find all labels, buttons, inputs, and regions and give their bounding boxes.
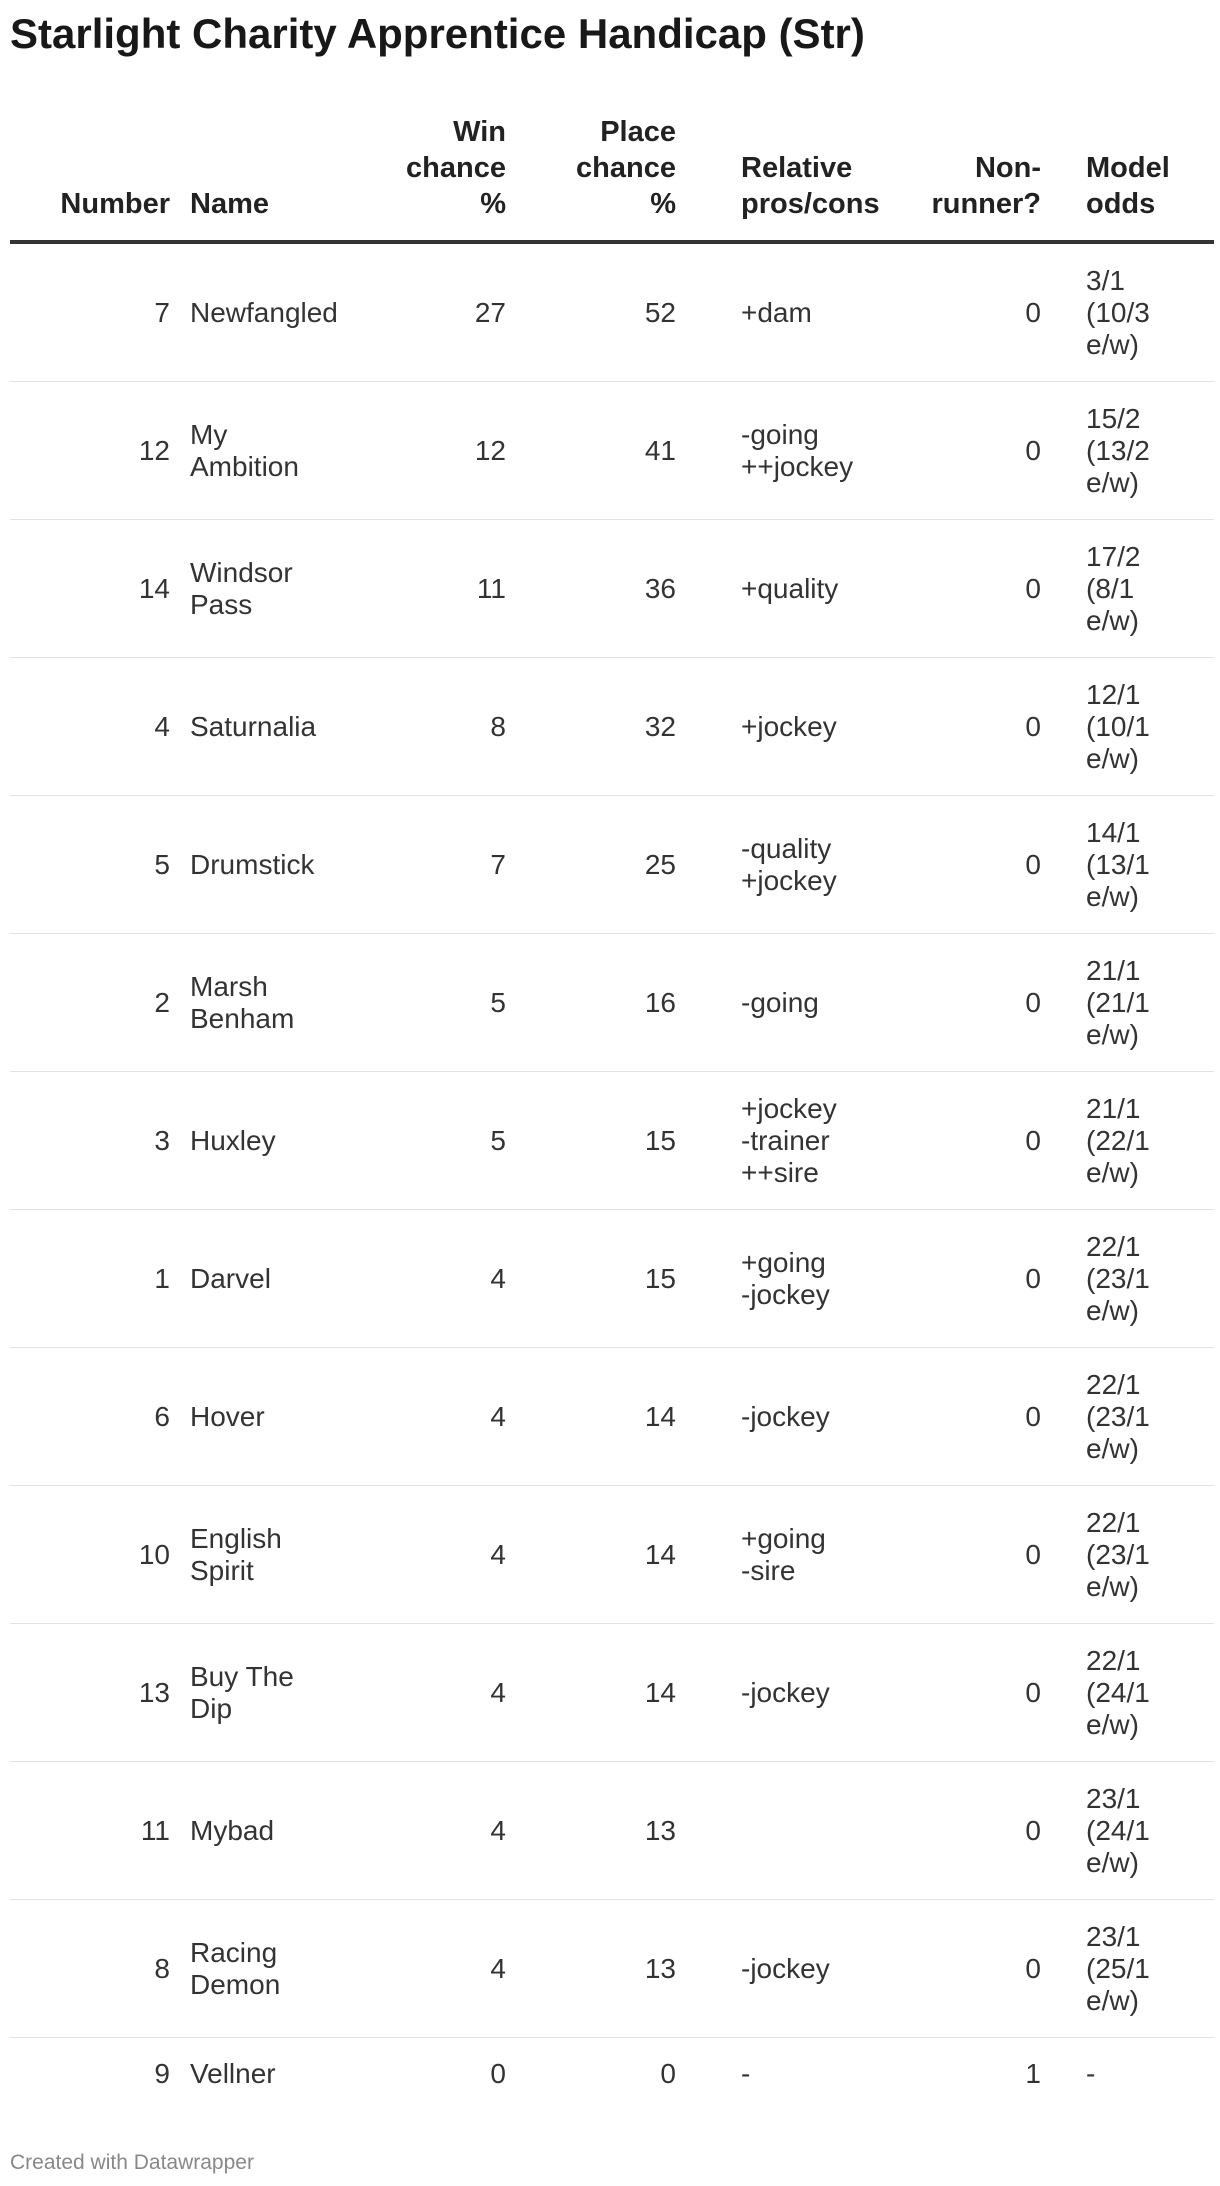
cell-model-odds [1051,1486,1214,1624]
cell-model-odds-line: 22/1 [1086,1230,1141,1262]
cell-number: 6 [10,1348,180,1486]
cell-model-odds-line: 22/1 [1086,1644,1141,1676]
cell-name [180,1348,336,1486]
cell-model-odds-line: (24/1 [1086,1814,1150,1846]
cell-name [180,1210,336,1348]
cell-model-odds-line: 12/1 [1086,678,1141,710]
cell-name-line: Huxley [190,1124,276,1156]
cell-number: 13 [10,1624,180,1762]
cell-non-runner: 0 [886,1624,1051,1762]
cell-non-runner: 0 [886,658,1051,796]
cell-place-chance: 52 [516,242,686,382]
cell-place-chance: 41 [516,382,686,520]
cell-model-odds-line: e/w) [1086,1018,1139,1050]
cell-non-runner: 0 [886,1900,1051,2038]
header-line: odds [1086,188,1156,220]
cell-relative [686,1486,886,1624]
cell-model-odds-line: 21/1 [1086,954,1141,986]
table-row [10,520,1214,658]
cell-place-chance: 0 [660,2058,676,2089]
cell-name-line: Buy The Dip [190,1660,294,1724]
cell-win-chance: 5 [336,1072,516,1210]
cell-name-line: Drumstick [190,848,315,880]
cell-relative [686,520,886,658]
cell-name-line: Racing [190,1936,278,1968]
cell-relative-line: +jockey [741,710,837,742]
cell-model-odds-line: (23/1 [1086,1262,1150,1294]
cell-relative-line: +jockey [741,864,837,896]
table-body [10,242,1214,2110]
header-line: Number [60,188,170,220]
cell-win-chance: 4 [336,1762,516,1900]
cell-model-odds [1051,658,1214,796]
table-row [10,1210,1214,1348]
cell-win-chance: 4 [336,1348,516,1486]
cell-relative [686,796,886,934]
cell-model-odds-line: (22/1 [1086,1124,1150,1156]
cell-name-line: Windsor [190,556,293,588]
cell-name-line: Newfangled [190,296,338,328]
cell-model-odds-line: e/w) [1086,1570,1139,1602]
cell-relative [686,658,886,796]
cell-relative-line: -jockey [741,1400,830,1432]
table-row [10,1486,1214,1624]
cell-relative-line: -jockey [741,1676,830,1708]
cell-relative-line: -trainer [741,1124,830,1156]
cell-model-odds [1051,796,1214,934]
cell-name-line: Demon [190,1968,281,2000]
cell-relative-line: -jockey [741,1952,830,1984]
header-line: % [650,188,676,220]
cell-model-odds [1051,520,1214,658]
cell-name [180,1624,336,1762]
cell-non-runner: 0 [886,1072,1051,1210]
cell-model-odds-line: 15/2 [1086,402,1141,434]
cell-model-odds-line: e/w) [1086,742,1139,774]
cell-model-odds-line: e/w) [1086,604,1139,636]
cell-model-odds-line: e/w) [1086,1846,1139,1878]
cell-name-line: Spirit [190,1554,254,1586]
cell-number: 7 [10,242,180,382]
cell-win-chance: 12 [336,382,516,520]
cell-number: 8 [10,1900,180,2038]
cell-relative [686,934,886,1072]
cell-relative [686,1210,886,1348]
cell-name-line: English [190,1522,282,1554]
cell-win-chance: 4 [336,1624,516,1762]
cell-model-odds-line: e/w) [1086,1156,1139,1188]
cell-model-odds-line: (13/1 [1086,848,1150,880]
cell-number: 1 [10,1210,180,1348]
table-row [10,1762,1214,1900]
cell-model-odds-line: e/w) [1086,328,1139,360]
cell-name-line: Marsh [190,970,268,1002]
header-line: pros/cons [741,188,880,220]
cell-name [180,520,336,658]
cell-non-runner: 1 [1025,2058,1041,2089]
cell-place-chance: 13 [516,1900,686,2038]
header-win-chance[interactable] [336,114,516,242]
header-row [10,114,1214,242]
cell-relative [686,242,886,382]
cell-model-odds-line: (23/1 [1086,1400,1150,1432]
cell-model-odds [1051,1762,1214,1900]
cell-relative [686,1624,886,1762]
table-row [10,658,1214,796]
cell-non-runner: 0 [886,382,1051,520]
cell-win-chance: 27 [336,242,516,382]
cell-name-line: Darvel [190,1262,271,1294]
cell-name-line: Saturnalia [190,710,317,742]
cell-relative-line: - [741,2058,751,2089]
header-line: Model [1086,152,1170,184]
header-model-odds[interactable] [1051,114,1214,242]
header-line: Place [600,116,676,148]
cell-model-odds [1051,1210,1214,1348]
cell-relative-line: -going [741,986,819,1018]
cell-number: 14 [10,520,180,658]
header-number[interactable] [10,114,180,242]
cell-model-odds-line: (24/1 [1086,1676,1150,1708]
cell-model-odds [1051,242,1214,382]
cell-relative-line: +dam [741,296,812,328]
cell-name [180,242,336,382]
cell-place-chance: 15 [516,1072,686,1210]
cell-relative-line: ++sire [741,1156,819,1188]
cell-model-odds-line: 22/1 [1086,1368,1141,1400]
header-non-runner[interactable] [886,114,1051,242]
cell-name [180,1762,336,1900]
cell-name-line: Mybad [190,1814,275,1846]
cell-number: 4 [10,658,180,796]
chart-title: Starlight Charity Apprentice Handicap (Str) [10,10,865,57]
table-row [10,1072,1214,1210]
header-line: runner? [931,188,1041,220]
header-line: chance [576,152,676,184]
cell-name [180,934,336,1072]
table-row [10,796,1214,934]
footer-credit[interactable]: Created with Datawrapper [10,2151,254,2174]
header-place-chance[interactable] [516,114,686,242]
cell-non-runner: 0 [886,934,1051,1072]
cell-name-line: Hover [190,1400,265,1432]
header-line: chance [406,152,506,184]
cell-model-odds-line: e/w) [1086,1432,1139,1464]
cell-win-chance: 4 [336,1210,516,1348]
cell-place-chance: 14 [516,1624,686,1762]
cell-win-chance: 7 [336,796,516,934]
cell-win-chance: 4 [336,1900,516,2038]
cell-name [180,1486,336,1624]
cell-name [180,658,336,796]
table-row [10,2038,1214,2111]
cell-name-line: Pass [190,588,253,620]
cell-model-odds-line: 21/1 [1086,1092,1141,1124]
cell-number: 10 [10,1486,180,1624]
cell-win-chance: 8 [336,658,516,796]
race-table [10,114,1214,2110]
cell-name-line: My [190,418,228,450]
table-row [10,1348,1214,1486]
cell-name-line: Benham [190,1002,295,1034]
cell-model-odds-line: 17/2 [1086,540,1141,572]
cell-place-chance: 13 [516,1762,686,1900]
cell-model-odds-line: 23/1 [1086,1920,1141,1952]
cell-number: 5 [10,796,180,934]
cell-model-odds-line: e/w) [1086,1984,1139,2016]
header-line: Relative [741,152,853,184]
cell-model-odds-line: (25/1 [1086,1952,1150,1984]
cell-relative [686,1762,886,1900]
cell-model-odds-line: 3/1 [1086,264,1125,296]
cell-relative-line: ++jockey [741,450,854,482]
cell-non-runner: 0 [886,520,1051,658]
header-line: Win [453,116,506,148]
cell-place-chance: 16 [516,934,686,1072]
header-line: Name [190,188,269,220]
cell-model-odds-line: e/w) [1086,466,1139,498]
cell-non-runner: 0 [886,796,1051,934]
cell-name [180,1900,336,2038]
cell-relative-line: -quality [741,832,832,864]
cell-name [180,1072,336,1210]
cell-name [180,382,336,520]
cell-win-chance: 4 [336,1486,516,1624]
cell-relative-line: -jockey [741,1278,830,1310]
cell-model-odds [1051,382,1214,520]
cell-model-odds-line: e/w) [1086,1294,1139,1326]
cell-place-chance: 15 [516,1210,686,1348]
cell-place-chance: 36 [516,520,686,658]
cell-number: 3 [10,1072,180,1210]
cell-model-odds-line: 23/1 [1086,1782,1141,1814]
cell-place-chance: 14 [516,1486,686,1624]
cell-non-runner: 0 [886,1762,1051,1900]
cell-non-runner: 0 [886,1348,1051,1486]
cell-relative-line: +quality [741,572,839,604]
cell-model-odds [1051,1348,1214,1486]
table-row [10,382,1214,520]
cell-name [180,796,336,934]
table-row [10,1900,1214,2038]
cell-model-odds-line: (13/2 [1086,434,1150,466]
cell-relative-line: -sire [741,1554,796,1586]
cell-name-line: Vellner [190,2058,276,2089]
header-name[interactable] [180,114,336,242]
table-row [10,1624,1214,1762]
cell-model-odds-line: (10/1 [1086,710,1150,742]
cell-model-odds [1051,2038,1214,2111]
cell-relative [686,1348,886,1486]
cell-place-chance: 25 [516,796,686,934]
cell-win-chance: 5 [336,934,516,1072]
cell-model-odds [1051,1900,1214,2038]
cell-non-runner: 0 [886,1210,1051,1348]
cell-relative-line: +jockey [741,1092,837,1124]
cell-place-chance: 14 [516,1348,686,1486]
cell-relative [686,1900,886,2038]
cell-name [180,2038,336,2111]
table-row [10,242,1214,382]
cell-non-runner: 0 [886,242,1051,382]
cell-relative [686,2038,886,2111]
header-relative-pros-cons[interactable] [686,114,886,242]
cell-number: 12 [10,382,180,520]
cell-relative [686,382,886,520]
cell-relative-line: +going [741,1246,826,1278]
cell-win-chance: 0 [490,2058,506,2089]
cell-model-odds-line: - [1086,2058,1096,2089]
cell-model-odds [1051,934,1214,1072]
cell-relative [686,1072,886,1210]
header-line: % [480,188,506,220]
header-line: Non- [974,152,1041,184]
cell-model-odds-line: (23/1 [1086,1538,1150,1570]
cell-model-odds [1051,1072,1214,1210]
cell-number: 11 [10,1762,180,1900]
cell-number: 2 [10,934,180,1072]
cell-relative-line: +going [741,1522,826,1554]
cell-relative-line: -going [741,418,819,450]
cell-non-runner: 0 [886,1486,1051,1624]
cell-model-odds-line: e/w) [1086,880,1139,912]
cell-model-odds-line: 22/1 [1086,1506,1141,1538]
cell-model-odds-line: (8/1 [1086,572,1135,604]
cell-name-line: Ambition [190,450,299,482]
cell-win-chance: 11 [336,520,516,658]
table-row [10,934,1214,1072]
cell-model-odds [1051,1624,1214,1762]
cell-model-odds-line: 14/1 [1086,816,1141,848]
cell-model-odds-line: (10/3 [1086,296,1150,328]
cell-place-chance: 32 [516,658,686,796]
cell-model-odds-line: (21/1 [1086,986,1150,1018]
cell-number: 9 [154,2058,170,2089]
cell-model-odds-line: e/w) [1086,1708,1139,1740]
